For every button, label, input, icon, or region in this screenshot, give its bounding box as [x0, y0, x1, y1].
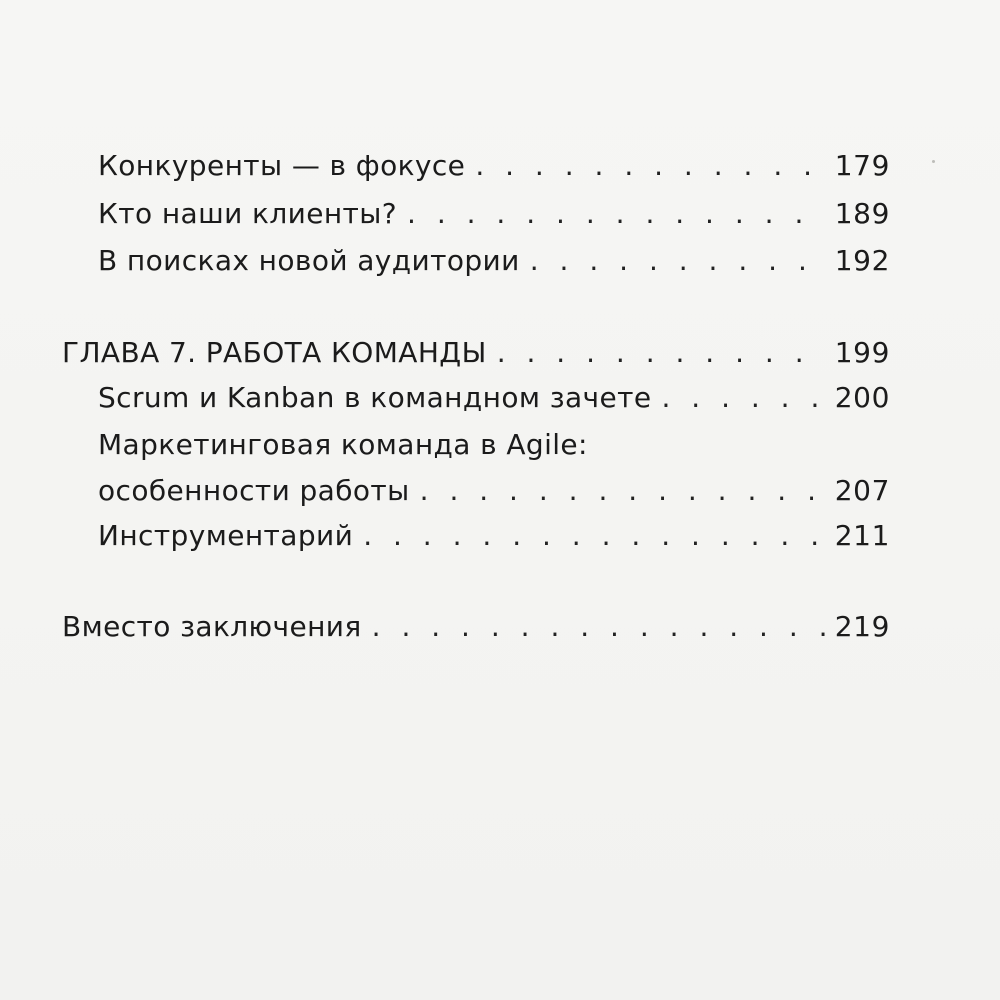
dot-leader: [497, 335, 826, 371]
dot-leader: [661, 380, 826, 416]
toc-entry-page-number: 207: [834, 474, 890, 507]
toc-entry-title: В поисках новой аудитории: [98, 244, 520, 277]
toc-entry-conclusion: [62, 609, 890, 645]
toc-entry-clients: [98, 196, 890, 232]
dot-leader: [530, 243, 826, 279]
toc-entry-page-number: 192: [834, 244, 890, 277]
toc-chapter-title: ГЛАВА 7. РАБОТА КОМАНДЫ: [62, 336, 487, 369]
toc-entry-page-number: 219: [834, 610, 890, 643]
toc-entry-competitors: [98, 148, 890, 184]
dot-leader: [363, 518, 826, 554]
dot-leader: [407, 196, 826, 232]
toc-entry-title: Scrum и Kanban в командном зачете: [98, 381, 652, 414]
toc-entry-page-number: 211: [834, 519, 890, 552]
paper-speck: [932, 160, 935, 163]
toc-entry-title: Конкуренты — в фокусе: [98, 149, 466, 182]
toc-entry-marketing-team: [98, 473, 890, 509]
toc-entry-page-number: 179: [834, 149, 890, 182]
toc-entry-tools: [98, 518, 890, 554]
dot-leader: [420, 473, 826, 509]
toc-chapter-7: [62, 335, 890, 371]
toc-entry-page-number: 200: [834, 381, 890, 414]
dot-leader: [475, 148, 826, 184]
toc-entry-marketing-team-line1: Маркетинговая команда в Agile:: [98, 428, 588, 461]
dot-leader: [372, 609, 826, 645]
toc-entry-page-number: 199: [834, 336, 890, 369]
toc-entry-title: Вместо заключения: [62, 610, 362, 643]
toc-entry-title: Кто наши клиенты?: [98, 197, 398, 230]
toc-entry-title: особенности работы: [98, 474, 410, 507]
toc-entry-scrum-kanban: [98, 380, 890, 416]
toc-entry-page-number: 189: [834, 197, 890, 230]
toc-entry-title: Инструментарий: [98, 519, 354, 552]
toc-entry-new-audience: [98, 243, 890, 279]
